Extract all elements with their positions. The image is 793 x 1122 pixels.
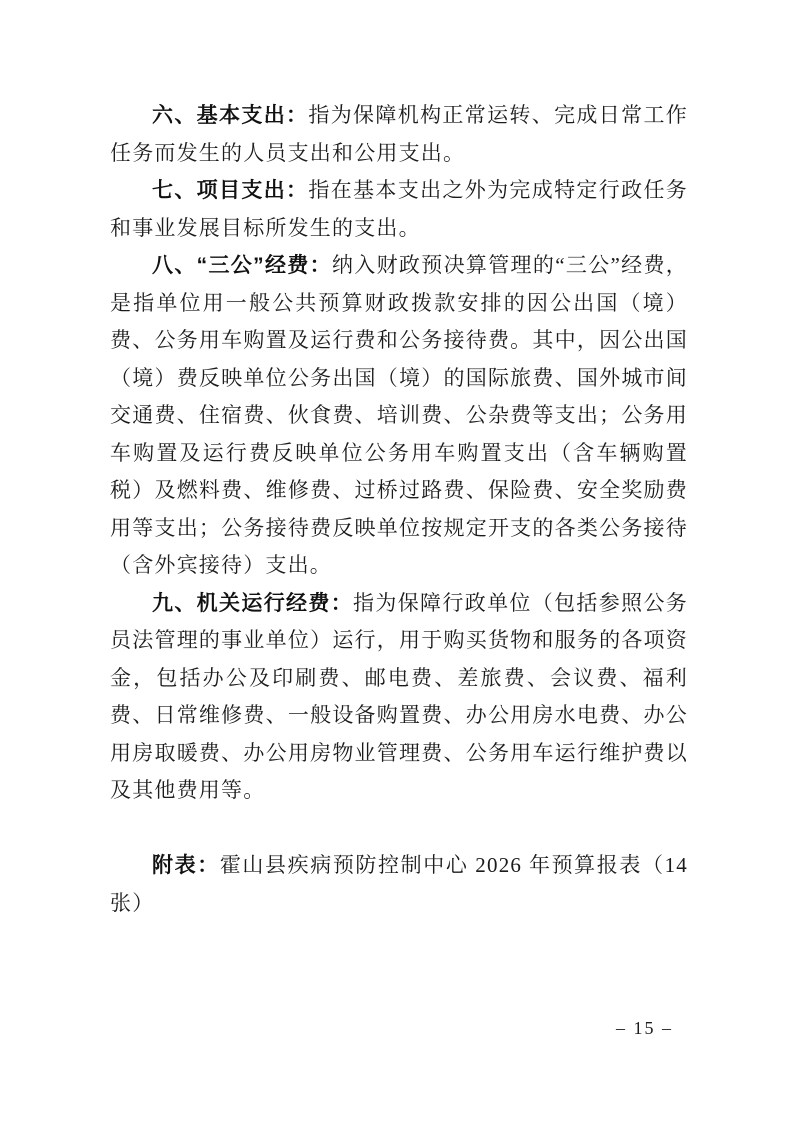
paragraph-lead-attachment-note: 附表： — [152, 854, 220, 877]
paragraph-three-public-funds — [110, 247, 688, 585]
paragraph-text-project-expenditure: 指在基本支出之外为完成特定行政任务和事业发展目标所发生的支出。 — [110, 178, 688, 240]
paragraph-attachment-note — [110, 847, 688, 922]
paragraph-agency-operating-funds — [110, 585, 688, 810]
paragraph-text-three-public-funds: 纳入财政预决算管理的“三公”经费，是指单位用一般公共预算财政拨款安排的因公出国（境）费、公务用车购置及运行费和公务接待费。其中，因公出国（境）费反映单位公务出国（境）的国际旅费、国外城市间交通费、住宿费、伙食费、培训费、公杂费等支出；公务用车购置及运行费反映单位公务用车购置支出（含车辆购置税）及燃料费、维修费、过桥过路费、保险费、安全奖励费用等支出；公务接待费反映单位按规定开支的各类公务接待（含外宾接待）支出。 — [110, 253, 688, 577]
paragraph-lead-project-expenditure: 七、项目支出： — [152, 179, 309, 202]
paragraph-lead-agency-operating-funds: 九、机关运行经费： — [152, 591, 354, 615]
paragraph-lead-three-public-funds: 八、“三公”经费： — [152, 254, 332, 277]
document-body — [110, 97, 688, 922]
paragraph-lead-basic-expenditure: 六、基本支出： — [152, 104, 309, 127]
page-number: – 15 – — [616, 1018, 673, 1038]
paragraph-text-basic-expenditure: 指为保障机构正常运转、完成日常工作任务而发生的人员支出和公用支出。 — [110, 103, 688, 165]
paragraph-text-attachment-note: 霍山县疾病预防控制中心 2026 年预算报表（14 张） — [110, 853, 688, 915]
paragraph-basic-expenditure — [110, 97, 688, 172]
paragraph-text-agency-operating-funds: 指为保障行政单位（包括参照公务员法管理的事业单位）运行，用于购买货物和服务的各项资金，包括办公及印刷费、邮电费、差旅费、会议费、福利费、日常维修费、一般设备购置费、办公用房水电费、办公用房取暖费、办公用房物业管理费、公务用车运行维护费以及其他费用等。 — [110, 590, 688, 802]
paragraph-project-expenditure — [110, 172, 688, 247]
